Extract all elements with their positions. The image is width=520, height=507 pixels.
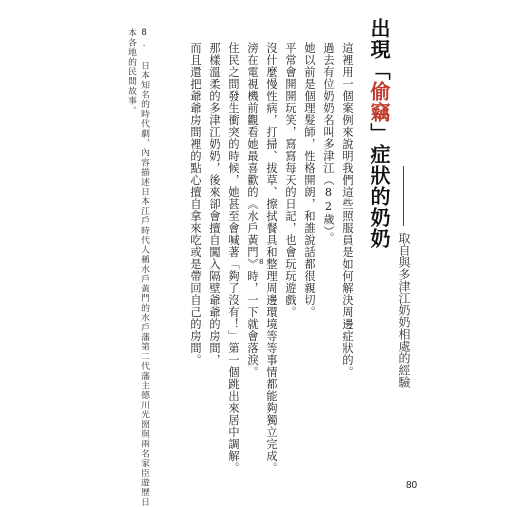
footnote-marker: 8 xyxy=(259,258,264,266)
chapter-subtitle: 取自與多津江奶奶相處的經驗 xyxy=(397,232,411,388)
title-prefix: 出現「 xyxy=(367,18,391,81)
body-column-9: 而且還把爺爺房間裡的點心擅自拿來吃或是帶回自己的房間。 xyxy=(189,42,202,366)
title-suffix: 」症狀的奶奶 xyxy=(367,123,391,249)
body-column-4: 平常會開開玩笑，寫寫每天的日記，也會玩玩遊戲。 xyxy=(284,42,297,318)
body-column-2: 過去有位奶奶名叫多津江（82歲）。 xyxy=(322,42,335,244)
footnote-line-2: 本各地的民間故事。 xyxy=(126,28,136,116)
body-column-1: 這裡用一個案例來說明我們這些照服員是如何解決周邊症狀的。 xyxy=(341,42,354,378)
body-column-7: 住民之間發生衝突的時候，她甚至會喊著「夠了沒有！」第一個跳出來居中調解。 xyxy=(227,42,240,474)
body-column-5: 沒什麼慢性病，打掃、拔草、擦拭餐具和整理周邊環境等等事情都能夠獨立完成。 xyxy=(265,42,278,474)
body-column-6-text: 滂在電視機前觀看她最喜歡的《水戶黃門》時，一下就會落淚。 xyxy=(246,42,259,378)
body-column-8: 那樣溫柔的多津江奶奶，後來卻會擅自闖入隔壁爺爺的房間， xyxy=(208,42,221,366)
chapter-title xyxy=(368,18,390,249)
footnote-line-1: 8. 日本知名的時代劇，內容描述日本江戶時代人稱水戶黃門的水戶藩第二代藩主德川光圀與兩名家臣遊歷日 xyxy=(139,28,149,507)
title-highlight: 偷竊 xyxy=(367,81,391,123)
subtitle-rule xyxy=(403,166,404,226)
page-number: 80 xyxy=(406,480,418,491)
body-column-6 xyxy=(246,42,259,378)
body-column-3: 她以前是個理髮師，性格開朗，和誰說話都很親切。 xyxy=(303,42,316,318)
